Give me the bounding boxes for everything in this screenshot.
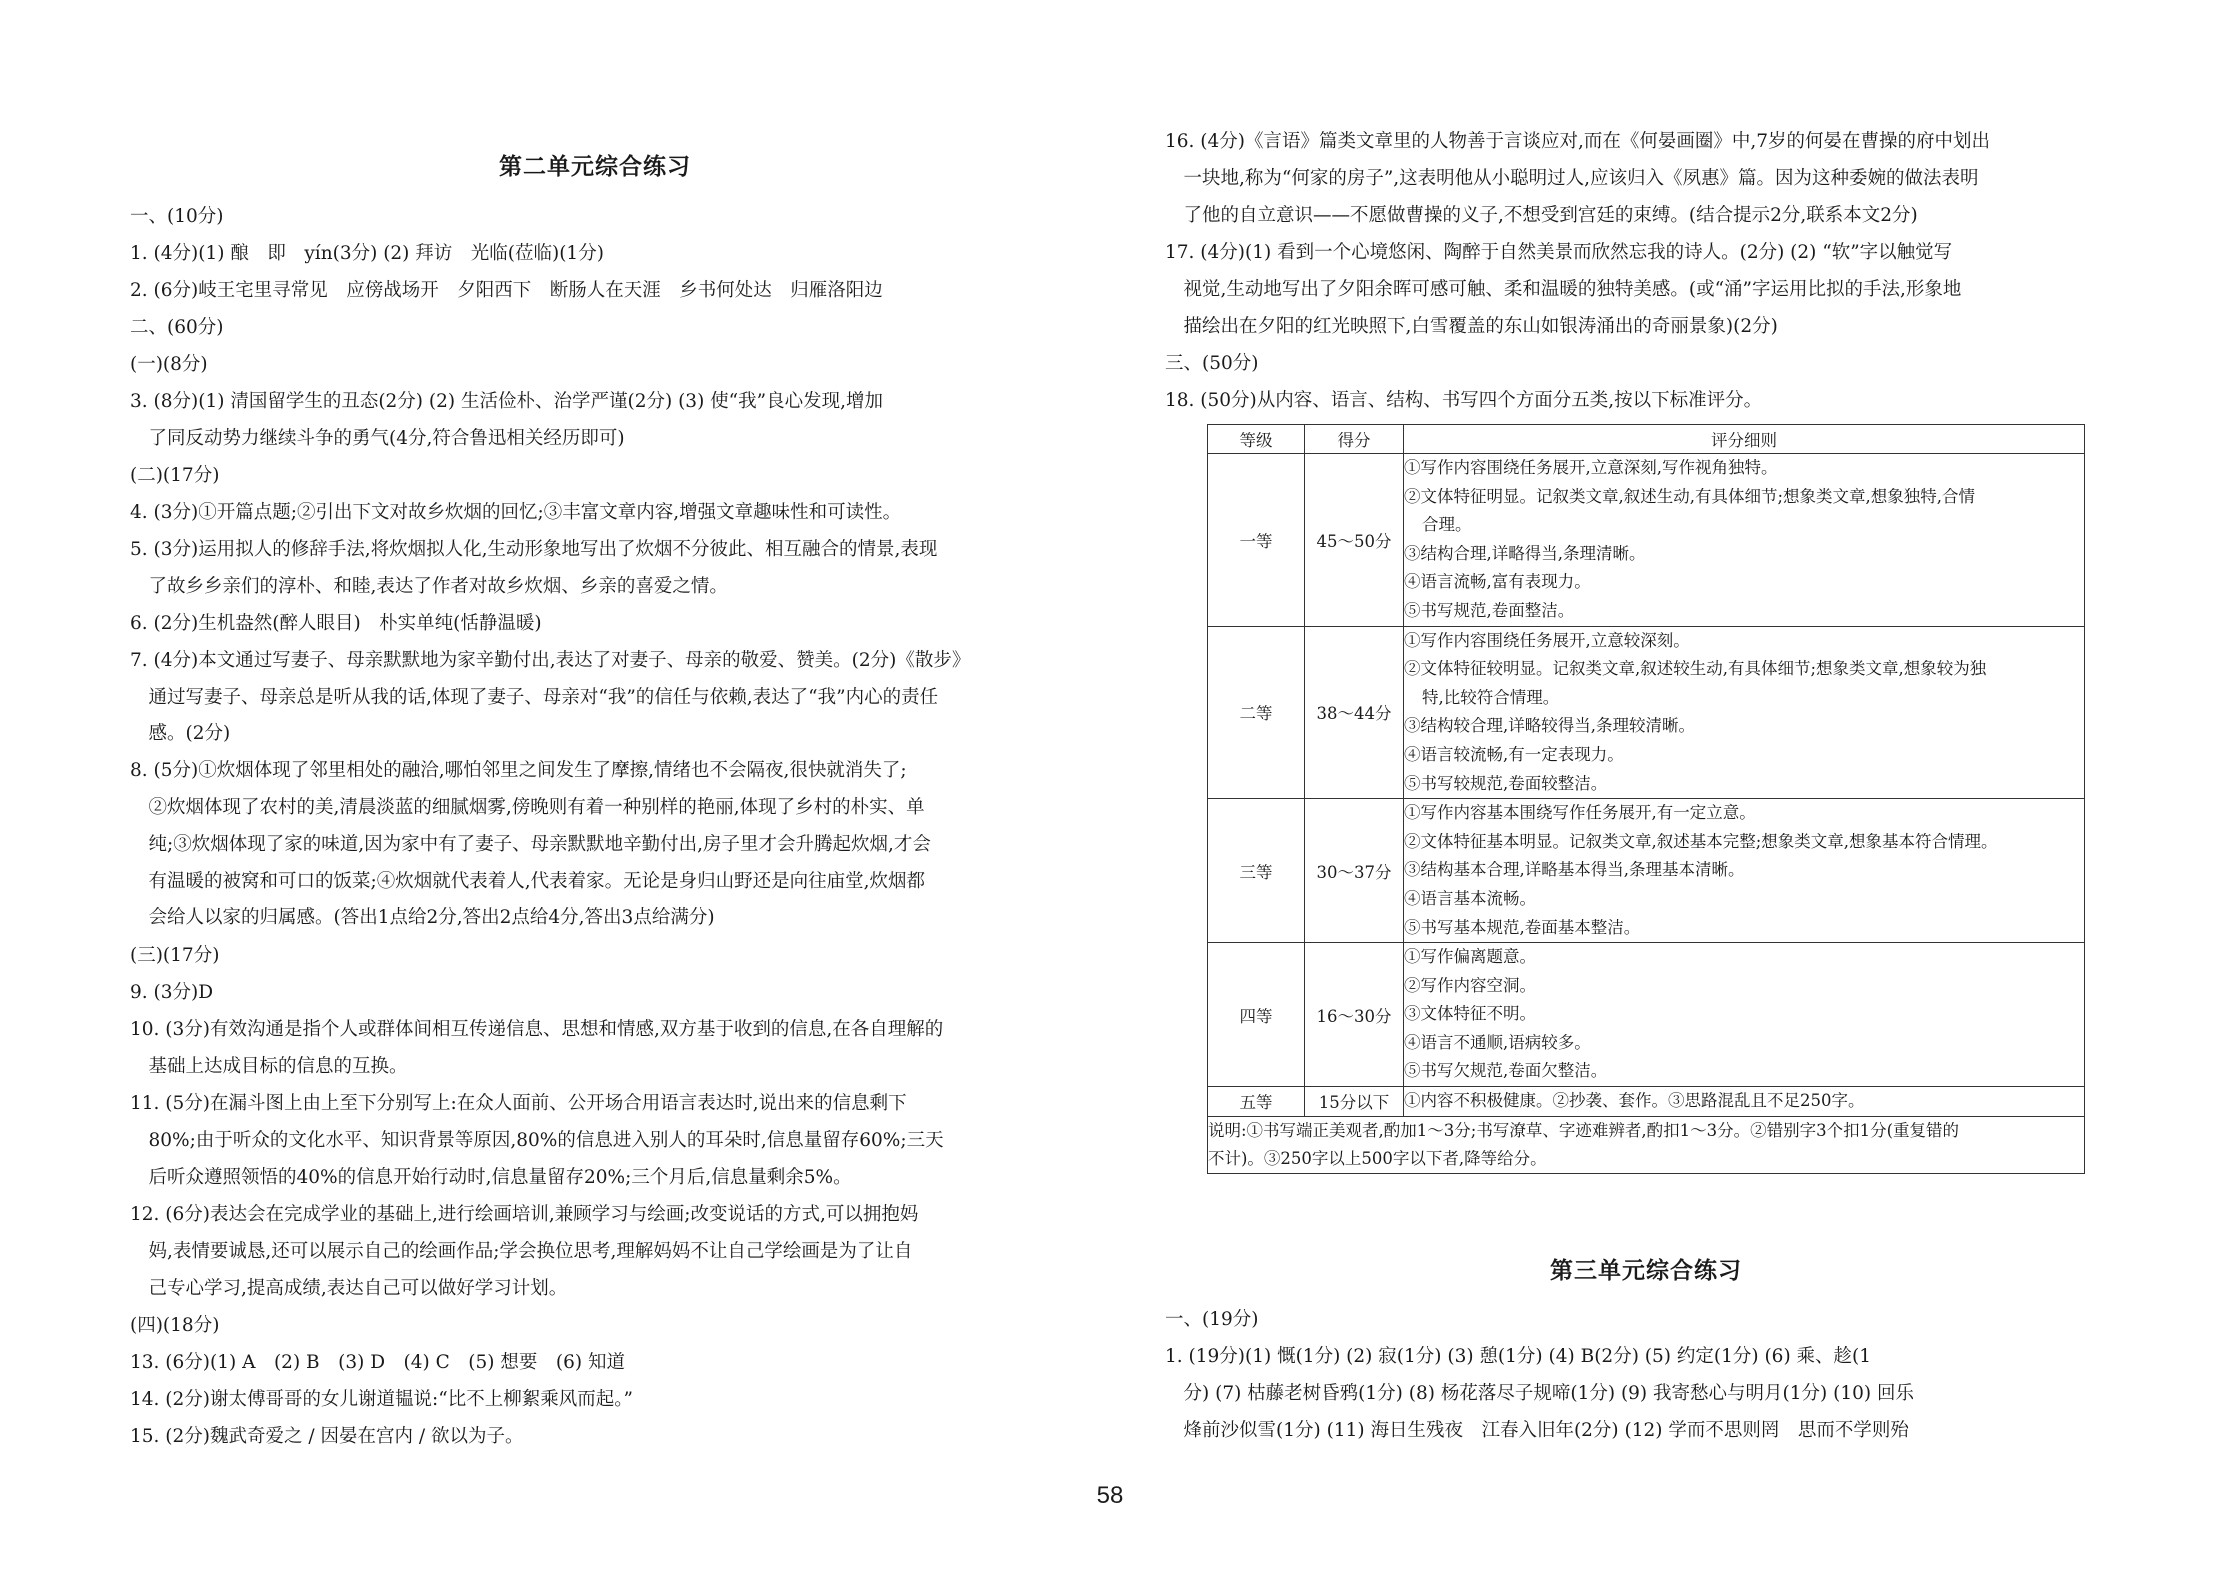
header-grade: 等级 — [1208, 425, 1305, 454]
criteria-line: ①写作内容围绕任务展开,立意较深刻。 — [1404, 630, 1690, 650]
answer-line: (三)(17分) — [130, 945, 220, 966]
answer-line: 纯;③炊烟体现了家的味道,因为家中有了妻子、母亲默默地辛勤付出,房子里才会升腾起炊烟,才会 — [130, 834, 931, 855]
criteria-line: ③文体特征不明。 — [1404, 1004, 1536, 1024]
criteria-line: ②文体特征基本明显。记叙类文章,叙述基本完整;想象类文章,想象基本符合情理。 — [1404, 831, 1998, 851]
answer-line: 18. (50分)从内容、语言、结构、书写四个方面分五类,按以下标准评分。 — [1165, 390, 1763, 411]
answer-line: (四)(18分) — [130, 1315, 220, 1336]
answer-line: 烽前沙似雪(1分) (11) 海日生残夜 江春入旧年(2分) (12) 学而不思则罔 思而不学则殆 — [1165, 1420, 1909, 1441]
grade-cell: 四等 — [1208, 943, 1305, 1087]
criteria-line: ⑤书写较规范,卷面较整洁。 — [1404, 773, 1608, 793]
answer-line: 80%;由于听众的文化水平、知识背景等原因,80%的信息进入别人的耳朵时,信息量留存60%;三天 — [130, 1130, 944, 1151]
answer-line: 8. (5分)①炊烟体现了邻里相处的融洽,哪怕邻里之间发生了摩擦,情绪也不会隔夜,很快就消失了; — [130, 760, 907, 781]
answer-line: 15. (2分)魏武奇爱之 / 因晏在宫内 / 欲以为子。 — [130, 1426, 524, 1447]
criteria-line: ②文体特征明显。记叙类文章,叙述生动,有具体细节;想象类文章,想象独特,合情 — [1404, 486, 1976, 506]
criteria-line: ④语言流畅,富有表现力。 — [1404, 572, 1591, 592]
answer-line: 2. (6分)岐王宅里寻常见 应傍战场开 夕阳西下 断肠人在天涯 乡书何处达 归雁洛阳边 — [130, 280, 883, 301]
criteria-line: ④语言较流畅,有一定表现力。 — [1404, 744, 1624, 764]
criteria-cell — [1404, 799, 2085, 943]
page-number: 58 — [1096, 1482, 1124, 1509]
grade-row — [1208, 943, 2085, 1087]
criteria-line: ⑤书写规范,卷面整洁。 — [1404, 600, 1575, 620]
answer-line: 会给人以家的归属感。(答出1点给2分,答出2点给4分,答出3点给满分) — [130, 907, 715, 928]
answer-line: 14. (2分)谢太傅哥哥的女儿谢道韫说:“比不上柳絮乘风而起。” — [130, 1389, 633, 1410]
answer-line: 12. (6分)表达会在完成学业的基础上,进行绘画培训,兼顾学习与绘画;改变说话的方式,可以拥抱妈 — [130, 1204, 919, 1225]
answer-line: 了他的自立意识——不愿做曹操的义子,不想受到宫廷的束缚。(结合提示2分,联系本文2分) — [1165, 205, 1918, 226]
criteria-line: 特,比较符合情理。 — [1422, 687, 1560, 707]
answer-line: 1. (4分)(1) 酿 即 yín(3分) (2) 拜访 光临(莅临)(1分) — [130, 243, 604, 264]
criteria-line: ②写作内容空洞。 — [1404, 975, 1536, 995]
answer-line: 6. (2分)生机盎然(醉人眼目) 朴实单纯(恬静温暖) — [130, 613, 542, 634]
answer-line: (二)(17分) — [130, 465, 220, 486]
answer-line: 后听众遵照领悟的40%的信息开始行动时,信息量留存20%;三个月后,信息量剩余5%。 — [130, 1167, 852, 1188]
answer-line: 16. (4分)《言语》篇类文章里的人物善于言谈应对,而在《何晏画圈》中,7岁的何晏在曹操的府中划出 — [1165, 131, 1991, 152]
note-line: 不计)。③250字以上500字以下者,降等给分。 — [1208, 1148, 1547, 1168]
answer-line: 分) (7) 枯藤老树昏鸦(1分) (8) 杨花落尽子规啼(1分) (9) 我寄愁心与明月(1分) (10) 回乐 — [1165, 1383, 1914, 1404]
criteria-line: ②文体特征较明显。记叙类文章,叙述较生动,有具体细节;想象类文章,想象较为独 — [1404, 659, 1987, 679]
grade-row — [1208, 454, 2085, 627]
score-cell: 16～30分 — [1305, 943, 1404, 1087]
criteria-line: 合理。 — [1422, 515, 1472, 535]
grade-cell: 三等 — [1208, 799, 1305, 943]
answer-line: 描绘出在夕阳的红光映照下,白雪覆盖的东山如银涛涌出的奇丽景象)(2分) — [1165, 316, 1778, 337]
answer-line: 17. (4分)(1) 看到一个心境悠闲、陶醉于自然美景而欣然忘我的诗人。(2分) (2) “软”字以触觉写 — [1165, 242, 1953, 263]
grade-row — [1208, 799, 2085, 943]
answer-line: 13. (6分)(1) A (2) B (3) D (4) C (5) 想要 (6) 知道 — [130, 1352, 625, 1373]
grading-table — [1207, 424, 2085, 1174]
criteria-line: ③结构较合理,详略较得当,条理较清晰。 — [1404, 716, 1695, 736]
table-header-row — [1208, 425, 2085, 454]
answer-line: 妈,表情要诚恳,还可以展示自己的绘画作品;学会换位思考,理解妈妈不让自己学绘画是为了让自 — [130, 1241, 913, 1262]
answer-line: 4. (3分)①开篇点题;②引出下文对故乡炊烟的回忆;③丰富文章内容,增强文章趣味性和可读性。 — [130, 502, 902, 523]
score-cell: 30～37分 — [1305, 799, 1404, 943]
answer-line: 7. (4分)本文通过写妻子、母亲默默地为家辛勤付出,表达了对妻子、母亲的敬爱、赞美。(2分)《散步》 — [130, 650, 971, 671]
criteria-cell — [1404, 943, 2085, 1087]
answer-line: 一块地,称为“何家的房子”,这表明他从小聪明过人,应该归入《夙惠》篇。因为这种委婉的做法表明 — [1165, 168, 1979, 189]
answer-line: (一)(8分) — [130, 354, 208, 375]
criteria-line: ③结构合理,详略得当,条理清晰。 — [1404, 543, 1646, 563]
answer-line: 感。(2分) — [130, 723, 231, 744]
grade-cell: 一等 — [1208, 454, 1305, 627]
answer-line: 有温暖的被窝和可口的饭菜;④炊烟就代表着人,代表着家。无论是身归山野还是向往庙堂,炊烟都 — [130, 871, 925, 892]
grade-row — [1208, 1087, 2085, 1117]
criteria-cell — [1404, 1087, 2085, 1117]
answer-line: 9. (3分)D — [130, 982, 214, 1003]
criteria-line: ④语言基本流畅。 — [1404, 888, 1536, 908]
answer-line: 1. (19分)(1) 慨(1分) (2) 寂(1分) (3) 憩(1分) (4) B(2分) (5) 约定(1分) (6) 乘、趁(1 — [1165, 1346, 1872, 1367]
score-cell: 15分以下 — [1305, 1087, 1404, 1117]
header-score: 得分 — [1305, 425, 1404, 454]
answer-line: 二、(60分) — [130, 317, 224, 338]
grade-cell: 五等 — [1208, 1087, 1305, 1117]
answer-line: 一、(10分) — [130, 206, 224, 227]
criteria-cell — [1404, 626, 2085, 799]
unit-two-title: 第二单元综合练习 — [499, 153, 691, 180]
criteria-line: ①写作内容基本围绕写作任务展开,有一定立意。 — [1404, 803, 1756, 823]
criteria-line: ④语言不通顺,语病较多。 — [1404, 1032, 1591, 1052]
criteria-line: ①写作偏离题意。 — [1404, 947, 1536, 967]
criteria-line: ⑤书写基本规范,卷面基本整洁。 — [1404, 917, 1641, 937]
criteria-line: ③结构基本合理,详略基本得当,条理基本清晰。 — [1404, 860, 1745, 880]
answer-line: 10. (3分)有效沟通是指个人或群体间相互传递信息、思想和情感,双方基于收到的信息,在各自理解的 — [130, 1019, 944, 1040]
answer-line: 了同反动势力继续斗争的勇气(4分,符合鲁迅相关经历即可) — [130, 428, 625, 449]
answer-line: 通过写妻子、母亲总是听从我的话,体现了妻子、母亲对“我”的信任与依赖,表达了“我”内心的责任 — [130, 687, 939, 708]
criteria-cell — [1404, 454, 2085, 627]
table-note — [1208, 1116, 2085, 1173]
grade-row — [1208, 626, 2085, 799]
answer-line: 己专心学习,提高成绩,表达自己可以做好学习计划。 — [130, 1278, 568, 1299]
table-note-row — [1208, 1116, 2085, 1173]
unit-three-title: 第三单元综合练习 — [1550, 1257, 1742, 1284]
answer-line: 3. (8分)(1) 清国留学生的丑态(2分) (2) 生活俭朴、治学严谨(2分) (3) 使“我”良心发现,增加 — [130, 391, 883, 412]
criteria-line: ①内容不积极健康。②抄袭、套作。③思路混乱且不足250字。 — [1404, 1091, 1865, 1111]
score-cell: 45～50分 — [1305, 454, 1404, 627]
answer-line: 视觉,生动地写出了夕阳余晖可感可触、柔和温暖的独特美感。(或“涌”字运用比拟的手法,形象地 — [1165, 279, 1962, 300]
note-line: 说明:①书写端正美观者,酌加1～3分;书写潦草、字迹难辨者,酌扣1～3分。②错别字3个扣1分(重复错的 — [1208, 1120, 1960, 1140]
grade-cell: 二等 — [1208, 626, 1305, 799]
answer-line: 基础上达成目标的信息的互换。 — [130, 1056, 408, 1077]
header-criteria: 评分细则 — [1404, 425, 2085, 454]
criteria-line: ⑤书写欠规范,卷面欠整洁。 — [1404, 1061, 1608, 1081]
answer-line: ②炊烟体现了农村的美,清晨淡蓝的细腻烟雾,傍晚则有着一种别样的艳丽,体现了乡村的朴实、单 — [130, 797, 925, 818]
answer-line: 了故乡乡亲们的淳朴、和睦,表达了作者对故乡炊烟、乡亲的喜爱之情。 — [130, 576, 728, 597]
score-cell: 38～44分 — [1305, 626, 1404, 799]
answer-line: 11. (5分)在漏斗图上由上至下分别写上:在众人面前、公开场合用语言表达时,说出来的信息剩下 — [130, 1093, 907, 1114]
answer-line: 三、(50分) — [1165, 353, 1259, 374]
criteria-line: ①写作内容围绕任务展开,立意深刻,写作视角独特。 — [1404, 458, 1778, 477]
answer-line: 5. (3分)运用拟人的修辞手法,将炊烟拟人化,生动形象地写出了炊烟不分彼此、相互融合的情景,表现 — [130, 539, 938, 560]
answer-line: 一、(19分) — [1165, 1309, 1259, 1330]
